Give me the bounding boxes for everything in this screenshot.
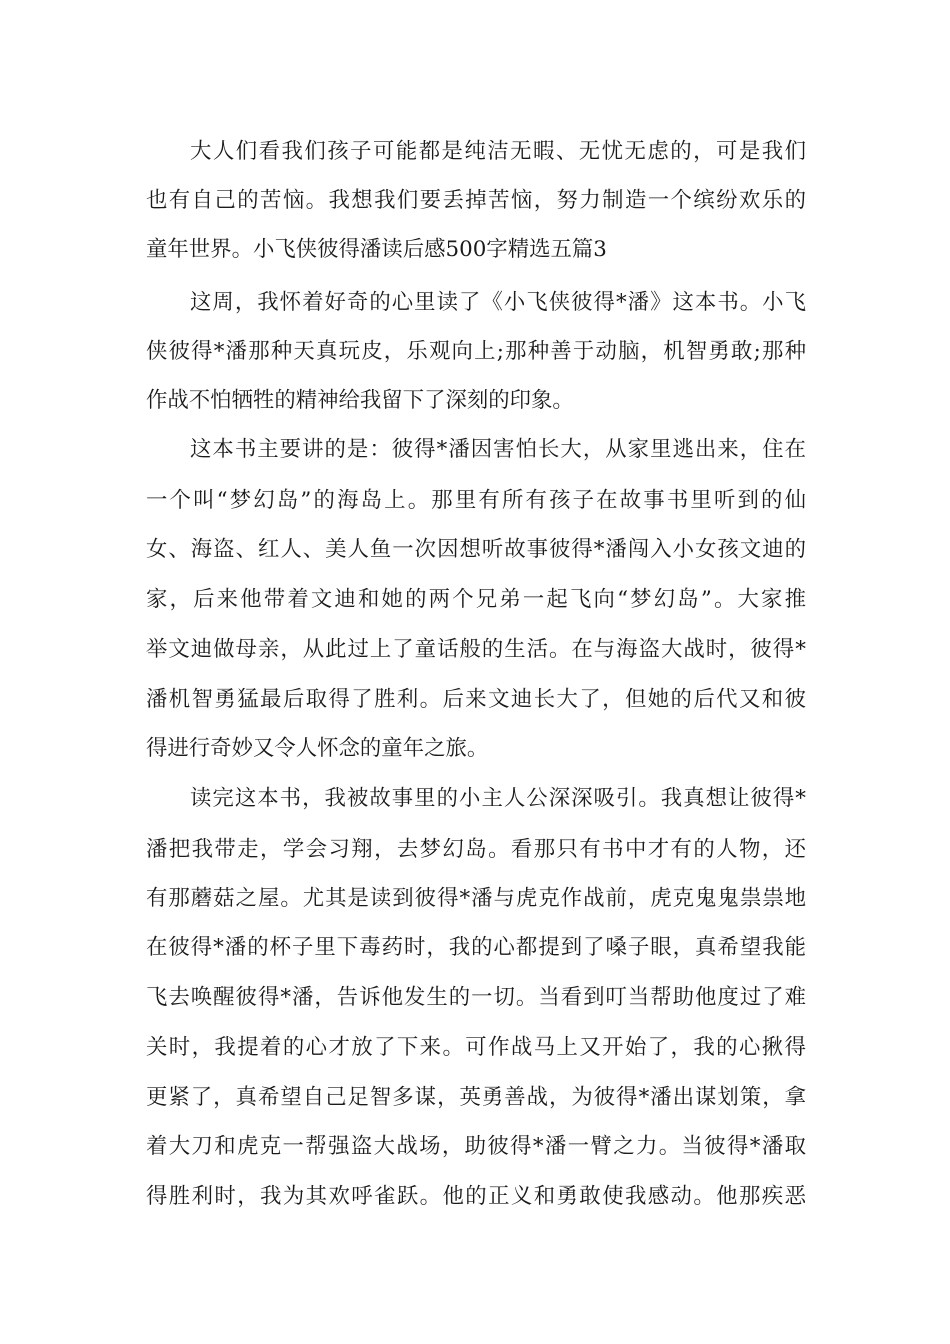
text-line: 有那蘑菇之屋。尤其是读到彼得*潘与虎克作战前，虎克鬼鬼祟祟地	[146, 886, 806, 911]
text-line: 更紧了，真希望自己足智多谋，英勇善战，为彼得*潘出谋划策，拿	[146, 1085, 806, 1110]
text-line: 女、海盗、红人、美人鱼一次因想听故事彼得*潘闯入小女孩文迪的	[146, 537, 806, 562]
text-line: 飞去唤醒彼得*潘，告诉他发生的一切。当看到叮当帮助他度过了难	[146, 985, 806, 1010]
text-line: 着大刀和虎克一帮强盗大战场，助彼得*潘一臂之力。当彼得*潘取	[146, 1134, 806, 1159]
text-line: 一个叫“梦幻岛”的海岛上。那里有所有孩子在故事书里听到的仙	[146, 488, 806, 513]
text-line: 这周，我怀着好奇的心里读了《小飞侠彼得*潘》这本书。小飞	[190, 290, 806, 315]
text-line: 侠彼得*潘那种天真玩皮，乐观向上;那种善于动脑，机智勇敢;那种	[146, 339, 806, 364]
text-line: 在彼得*潘的杯子里下毒药时，我的心都提到了嗓子眼，真希望我能	[146, 935, 806, 960]
text-line: 家，后来他带着文迪和她的两个兄弟一起飞向“梦幻岛”。大家推	[146, 587, 806, 612]
text-line: 读完这本书，我被故事里的小主人公深深吸引。我真想让彼得*	[190, 786, 806, 811]
text-line: 关时，我提着的心才放了下来。可作战马上又开始了，我的心揪得	[146, 1035, 806, 1060]
text-line: 举文迪做母亲，从此过上了童话般的生活。在与海盗大战时，彼得*	[146, 637, 806, 662]
text-line: 得进行奇妙又令人怀念的童年之旅。	[146, 736, 489, 761]
text-line: 大人们看我们孩子可能都是纯洁无暇、无忧无虑的，可是我们	[190, 139, 806, 164]
text-line: 也有自己的苦恼。我想我们要丢掉苦恼，努力制造一个缤纷欢乐的	[146, 188, 806, 213]
text-line: 童年世界。小飞侠彼得潘读后感500字精选五篇3	[146, 237, 607, 262]
text-line: 作战不怕牺牲的精神给我留下了深刻的印象。	[146, 388, 574, 413]
text-line: 潘机智勇猛最后取得了胜利。后来文迪长大了，但她的后代又和彼	[146, 687, 806, 712]
text-line: 得胜利时，我为其欢呼雀跃。他的正义和勇敢使我感动。他那疾恶	[146, 1184, 806, 1209]
text-line: 这本书主要讲的是：彼得*潘因害怕长大，从家里逃出来，住在	[190, 437, 806, 462]
text-line: 潘把我带走，学会习翔，去梦幻岛。看那只有书中才有的人物，还	[146, 837, 806, 862]
